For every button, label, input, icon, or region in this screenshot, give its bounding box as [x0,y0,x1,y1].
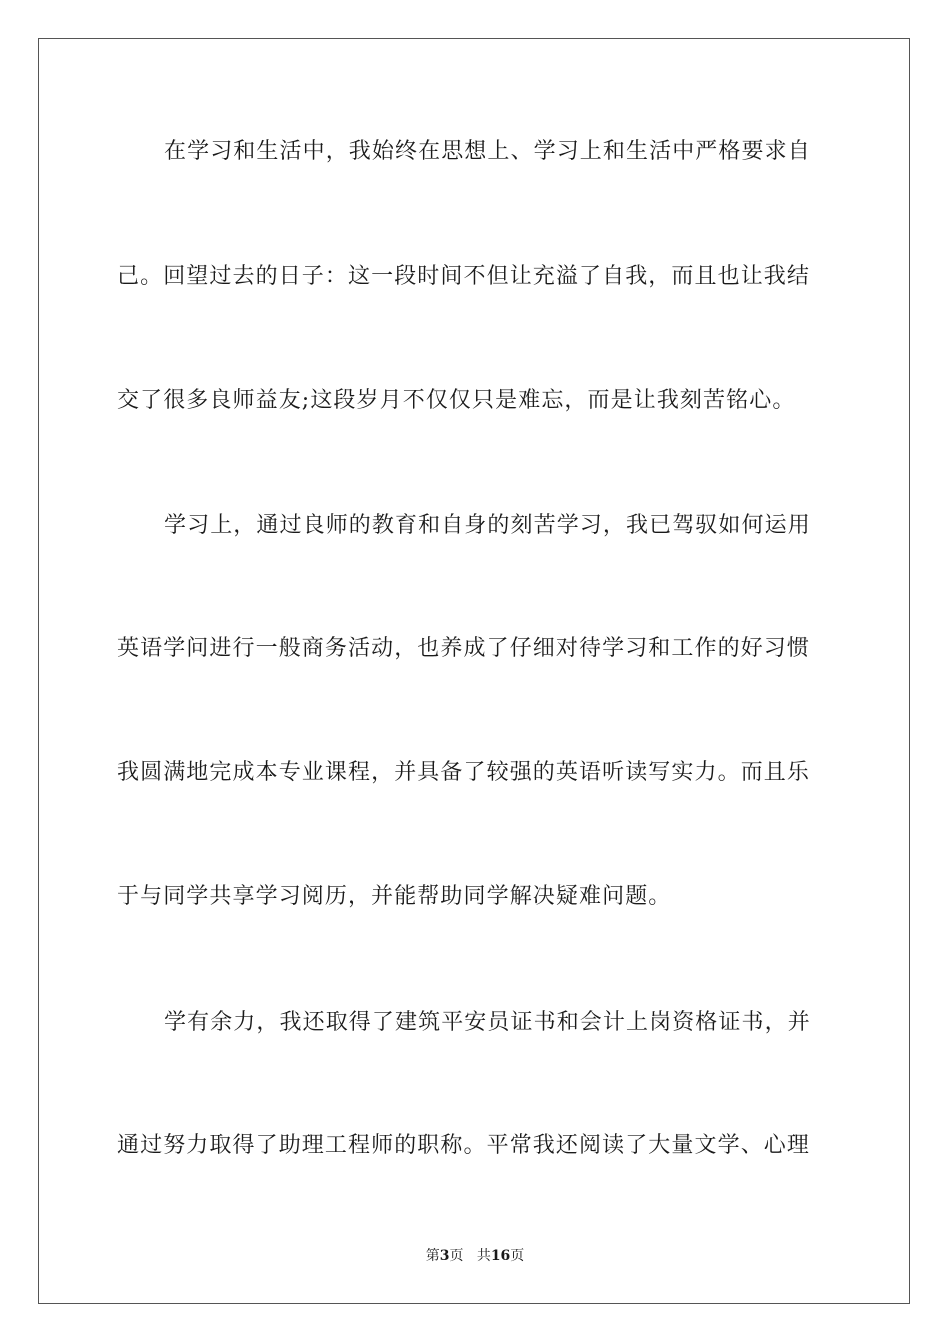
paragraph-1-line-1: 在学习和生活中，我始终在思想上、学习上和生活中严格要求自 [164,139,811,164]
paragraph-1-line-2: 己。回望过去的日子：这一段时间不但让充溢了自我，而且也让我结 [117,264,811,289]
footer-total-prefix: 共 [476,1248,491,1264]
footer-total-pages: 16 [490,1248,511,1264]
paragraph-3-line-2: 通过努力取得了助理工程师的职称。平常我还阅读了大量文学、心理 [117,1133,811,1158]
paragraph-2-line-3: 我圆满地完成本专业课程，并具备了较强的英语听读写实力。而且乐 [117,760,811,785]
footer-page-suffix: 页 [449,1248,464,1264]
paragraph-1-line-3: 交了很多良师益友;这段岁月不仅仅只是难忘，而是让我刻苦铭心。 [117,388,796,413]
footer-page-number: 3 [439,1248,450,1264]
footer-total-suffix: 页 [510,1248,525,1264]
paragraph-2-line-2: 英语学问进行一般商务活动，也养成了仔细对待学习和工作的好习惯 [117,636,811,661]
page-border [38,38,910,1304]
paragraph-2-line-1: 学习上，通过良师的教育和自身的刻苦学习，我已驾驭如何运用 [164,513,811,538]
footer-page-prefix: 第 [425,1248,440,1264]
paragraph-3-line-1: 学有余力，我还取得了建筑平安员证书和会计上岗资格证书，并 [164,1010,811,1035]
page-footer [0,1247,950,1265]
paragraph-2-line-4: 于与同学共享学习阅历，并能帮助同学解决疑难问题。 [117,884,672,909]
